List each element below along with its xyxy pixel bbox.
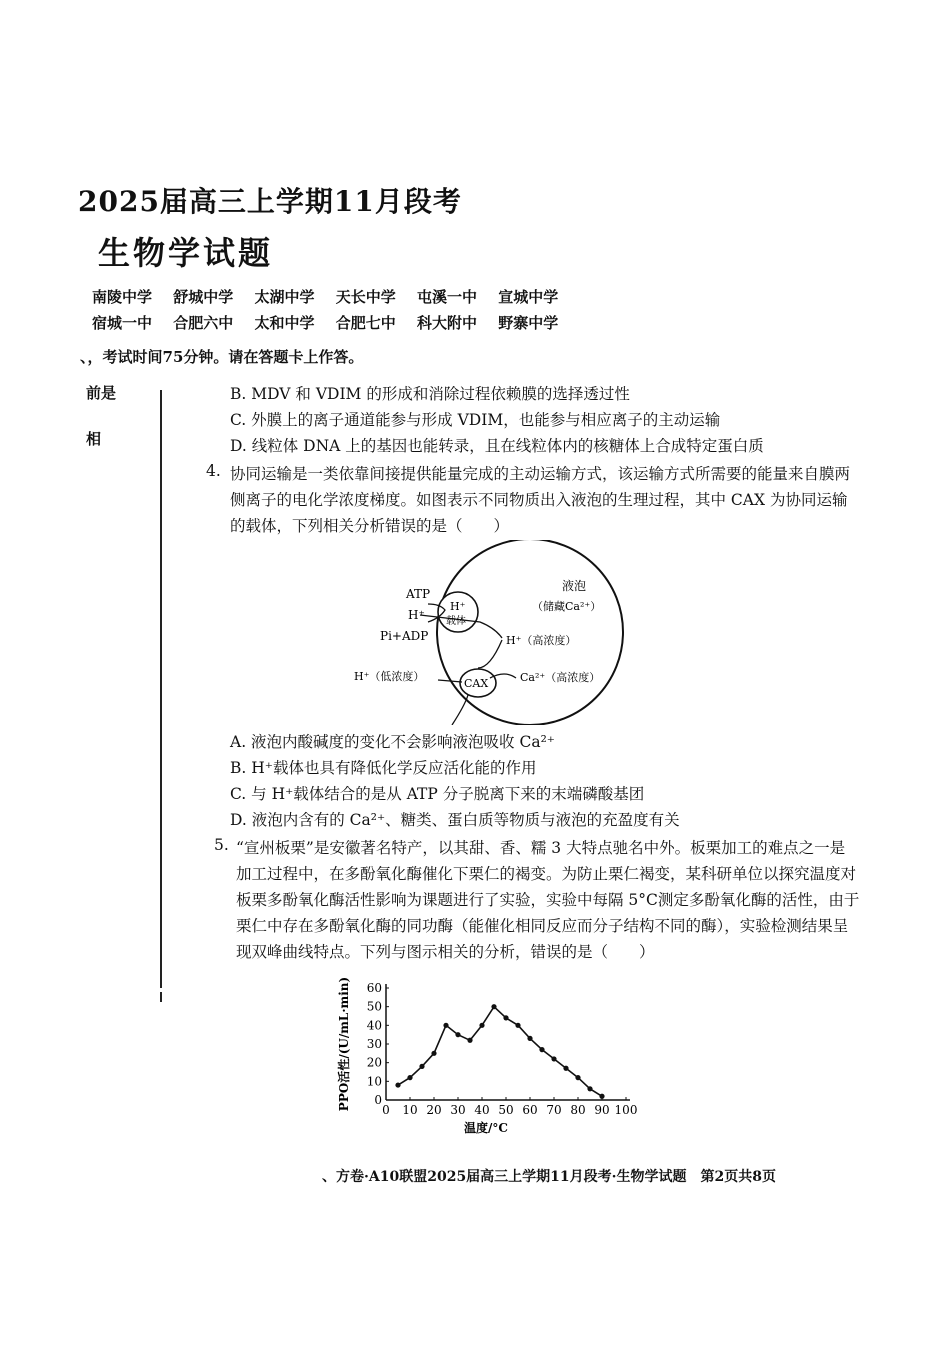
y-axis-label: PPO活性/(U/mL·min) <box>337 976 351 1112</box>
q5-stem-line: 板栗多酚氧化酶活性影响为课题进行了实验，实验中每隔 5°C测定多酚氧化酶的活性，由于 <box>236 891 860 909</box>
series-line <box>398 1007 602 1097</box>
school-name: 科大附中 <box>417 314 478 332</box>
x-tick-label: 10 <box>402 1103 418 1117</box>
x-tick-label: 0 <box>382 1103 390 1117</box>
carrier-h-label: H⁺ <box>450 600 466 613</box>
vacuole-label: 液泡 <box>562 579 587 593</box>
q5-number: 5. <box>214 836 229 854</box>
q5-stem-line: “宣州板栗”是安徽著名特产，以其甜、香、糯 3 大特点驰名中外。板栗加工的难点之一是 <box>236 839 846 857</box>
q5-stem-line: 栗仁中存在多酚氧化酶的同功酶（能催化相同反应而分子结构不同的酶），实验检测结果呈 <box>236 917 849 935</box>
h-exit-arrow <box>478 640 502 668</box>
x-tick-label: 100 <box>614 1103 638 1117</box>
school-name: 太和中学 <box>254 314 315 332</box>
q4-option-a: A. 液泡内酸碱度的变化不会影响液泡吸收 Ca²⁺ <box>230 733 555 751</box>
h-high-label: H⁺（高浓度） <box>506 634 577 647</box>
x-tick-label: 90 <box>594 1103 610 1117</box>
school-list-row2 <box>92 312 574 333</box>
data-point <box>527 1036 532 1041</box>
y-tick-label: 40 <box>366 1018 382 1033</box>
school-name: 太湖中学 <box>254 288 315 306</box>
school-name: 屯溪一中 <box>417 288 478 306</box>
y-tick-label: 0 <box>374 1093 382 1107</box>
school-name: 天长中学 <box>335 288 396 306</box>
q3-option-d: D. 线粒体 DNA 上的基因也能转录，且在线粒体内的核糖体上合成特定蛋白质 <box>230 437 764 455</box>
h-left-label: H⁺ <box>408 608 425 622</box>
data-point <box>491 1004 496 1009</box>
vacuole-membrane <box>437 540 623 725</box>
page-footer: 、方卷·A10联盟2025届高三上学期11月段考·生物学试题 第2页共8页 <box>322 1169 777 1185</box>
data-point <box>539 1047 544 1052</box>
chart-ticks <box>367 981 638 1117</box>
x-tick-label: 20 <box>426 1103 442 1117</box>
data-point <box>395 1082 400 1087</box>
school-list-row1 <box>92 286 574 307</box>
q4-option-d: D. 液泡内含有的 Ca²⁺、糖类、蛋白质等物质与液泡的充盈度有关 <box>230 811 680 829</box>
data-point <box>503 1015 508 1020</box>
school-name: 舒城中学 <box>173 288 234 306</box>
x-axis-label: 温度/°C <box>464 1121 508 1135</box>
column-divider <box>160 390 162 988</box>
data-point <box>479 1023 484 1028</box>
q3-option-b: B. MDV 和 VDIM 的形成和消除过程依赖膜的选择透过性 <box>230 385 630 403</box>
data-point <box>443 1023 448 1028</box>
school-name: 南陵中学 <box>92 288 153 306</box>
q5-stem-line: 现双峰曲线特点。下列与图示相关的分析，错误的是（ ） <box>236 943 655 961</box>
y-tick-label: 60 <box>366 981 382 995</box>
school-name: 合肥六中 <box>173 314 234 332</box>
x-tick-label: 40 <box>474 1103 490 1117</box>
ca-high-label: Ca²⁺（高浓度） <box>520 671 601 684</box>
y-tick-label: 20 <box>366 1055 382 1070</box>
q4-option-c: C. 与 H⁺载体结合的是从 ATP 分子脱离下来的末端磷酸基团 <box>230 785 645 803</box>
q4-stem-line: 协同运输是一类依靠间接提供能量完成的主动运输方式，该运输方式所需要的能量来自膜两 <box>230 465 851 483</box>
h-low-label: H⁺（低浓度） <box>354 670 425 683</box>
school-name: 宣城中学 <box>498 288 559 306</box>
data-point <box>551 1056 556 1061</box>
data-point <box>563 1066 568 1071</box>
data-point <box>587 1086 592 1091</box>
exam-title: 2025届高三上学期11月段考 <box>78 185 462 218</box>
x-tick-label: 30 <box>450 1103 466 1117</box>
q4-option-b: B. H⁺载体也具有降低化学反应活化能的作用 <box>230 759 537 777</box>
vacuole-store-label: （储藏Ca²⁺） <box>532 600 602 613</box>
x-tick-label: 70 <box>546 1103 562 1117</box>
q4-stem-line: 侧离子的电化学浓度梯度。如图表示不同物质出入液泡的生理过程，其中 CAX 为协同运输 <box>230 491 848 509</box>
q3-option-c: C. 外膜上的离子通道能参与形成 VDIM，也能参与相应离子的主动运输 <box>230 411 721 429</box>
data-point <box>431 1051 436 1056</box>
y-tick-label: 10 <box>366 1074 382 1089</box>
school-name: 合肥七中 <box>335 314 396 332</box>
cax-label: CAX <box>464 677 489 690</box>
subject-title: 生物学试题 <box>98 234 274 272</box>
chart-axes <box>386 984 630 1100</box>
margin-note: 前是 <box>86 384 117 402</box>
column-divider-tick <box>160 992 162 1002</box>
data-point <box>575 1075 580 1080</box>
data-point <box>455 1032 460 1037</box>
data-point <box>599 1094 604 1099</box>
margin-note: 相 <box>86 430 102 448</box>
q4-number: 4. <box>206 462 221 480</box>
ppo-activity-chart <box>330 968 650 1140</box>
atp-label: ATP <box>406 587 431 601</box>
chart-points <box>395 1004 604 1099</box>
carrier-word-label: 载体 <box>446 616 466 627</box>
data-point <box>419 1064 424 1069</box>
data-point <box>407 1075 412 1080</box>
vacuole-diagram <box>340 540 640 725</box>
school-name: 野寨中学 <box>498 314 559 332</box>
y-tick-label: 50 <box>366 999 382 1014</box>
pi-adp-label: Pi+ADP <box>380 629 429 643</box>
x-tick-label: 60 <box>522 1103 538 1117</box>
q5-stem-line: 加工过程中，在多酚氧化酶催化下栗仁的褐变。为防止栗仁褐变，某科研单位以探究温度对 <box>236 865 857 883</box>
exam-notice: 、，考试时间75分钟。请在答题卡上作答。 <box>80 348 364 366</box>
school-name: 宿城一中 <box>92 314 153 332</box>
q4-stem-line: 的载体，下列相关分析错误的是（ ） <box>230 517 510 535</box>
data-point <box>467 1038 472 1043</box>
data-point <box>515 1023 520 1028</box>
y-tick-label: 30 <box>366 1037 382 1051</box>
x-tick-label: 80 <box>570 1103 586 1117</box>
x-tick-label: 50 <box>498 1103 514 1117</box>
